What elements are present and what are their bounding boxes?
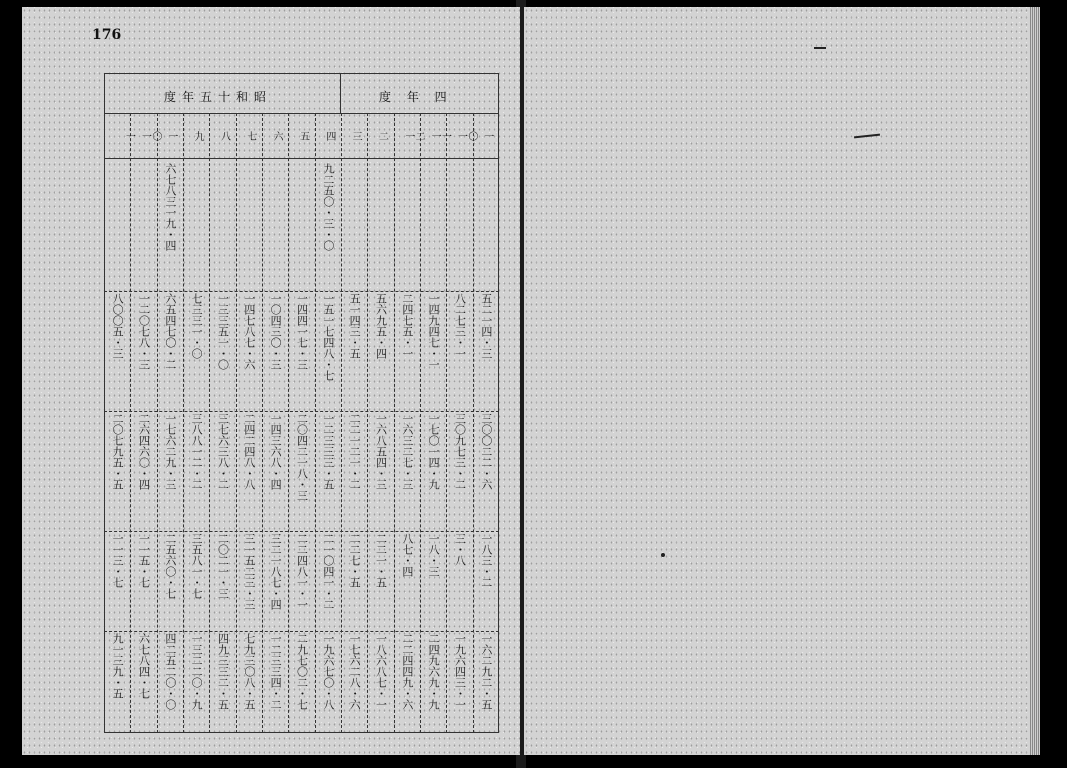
column-divider bbox=[367, 113, 368, 733]
table-cell bbox=[398, 533, 416, 628]
table-cell bbox=[266, 413, 284, 528]
table-cell bbox=[266, 633, 284, 728]
cell-value: 一四三六八・四 bbox=[269, 413, 283, 490]
table-cell bbox=[187, 163, 205, 288]
cell-value: 三二一八七・四 bbox=[269, 533, 283, 610]
table-cell bbox=[319, 533, 337, 628]
table-cell bbox=[135, 633, 153, 728]
table-cell bbox=[345, 633, 363, 728]
table-cell bbox=[477, 413, 495, 528]
cell-value: 二六四六〇・四 bbox=[137, 413, 151, 490]
table-cell bbox=[108, 413, 126, 528]
ink-dot bbox=[661, 553, 665, 557]
cell-value: 一七六二八・六 bbox=[348, 633, 362, 710]
table-cell bbox=[477, 533, 495, 628]
table-cell bbox=[187, 413, 205, 528]
table-cell bbox=[424, 163, 442, 288]
column-divider bbox=[209, 113, 210, 733]
column-divider bbox=[236, 113, 237, 733]
table-cell bbox=[135, 533, 153, 628]
cell-value: 二四七五・一 bbox=[400, 293, 414, 359]
table-cell bbox=[372, 633, 390, 728]
cell-value: 一三三五一・〇 bbox=[216, 293, 230, 370]
cell-value: 一二三三四・二 bbox=[269, 633, 283, 710]
table-cell bbox=[161, 413, 179, 528]
cell-value: 三五八一・七 bbox=[190, 533, 204, 599]
cell-value: 四九三三二・五 bbox=[216, 633, 230, 710]
cell-value: 一三二二〇・九 bbox=[190, 633, 204, 710]
row-divider bbox=[104, 531, 499, 532]
table-cell bbox=[345, 163, 363, 288]
column-heading: 四 bbox=[323, 131, 335, 141]
cell-value: 二二四四九・六 bbox=[400, 633, 414, 710]
cell-value: 二二四八一・一 bbox=[295, 533, 309, 610]
header-year-4: 度 年 四 bbox=[379, 90, 453, 104]
table-cell bbox=[372, 163, 390, 288]
page-number: 176 bbox=[92, 27, 122, 43]
cell-value: 六七八三一九・四 bbox=[163, 163, 177, 251]
cell-value: 二〇四二一八・三 bbox=[295, 413, 309, 501]
column-heading: 二 bbox=[376, 131, 388, 141]
column-heading: 一 bbox=[402, 131, 414, 141]
column-divider bbox=[473, 113, 474, 733]
table-cell bbox=[398, 163, 416, 288]
header-showa-15: 度年五十和昭 bbox=[164, 90, 273, 104]
cell-value: 二二一・五 bbox=[374, 533, 388, 588]
cell-value: 一二〇七八・三 bbox=[137, 293, 151, 370]
column-divider bbox=[341, 113, 342, 733]
cell-value: 二一〇四一・二 bbox=[321, 533, 335, 610]
table-cell bbox=[135, 293, 153, 408]
cell-value: 五一四三・五 bbox=[348, 293, 362, 359]
column-heading: 一一 bbox=[123, 131, 151, 141]
table-cell bbox=[424, 413, 442, 528]
cell-value: 三・八 bbox=[453, 533, 467, 566]
table-cell bbox=[451, 163, 469, 288]
column-divider bbox=[130, 113, 131, 733]
table-cell bbox=[293, 413, 311, 528]
column-heading: 一二 bbox=[413, 131, 441, 141]
cell-value: 一一五・七 bbox=[137, 533, 151, 588]
cell-value: 二二一二一・二 bbox=[348, 413, 362, 490]
cell-value: 一四七八七・六 bbox=[242, 293, 256, 370]
cell-value: 一二三三三・五 bbox=[321, 413, 335, 490]
table-cell bbox=[424, 533, 442, 628]
table-cell bbox=[240, 533, 258, 628]
table-cell bbox=[345, 293, 363, 408]
table-cell bbox=[108, 293, 126, 408]
table-cell bbox=[214, 293, 232, 408]
cell-value: 三八八一二・二 bbox=[190, 413, 204, 490]
column-divider bbox=[420, 113, 421, 733]
table-cell bbox=[293, 533, 311, 628]
cell-value: 一九六七〇・八 bbox=[321, 633, 335, 710]
row-divider bbox=[104, 631, 499, 632]
cell-value: 三七六三八・二 bbox=[216, 413, 230, 490]
table-cell bbox=[187, 293, 205, 408]
table-cell bbox=[451, 413, 469, 528]
table-cell bbox=[266, 163, 284, 288]
cell-value: 一四四一七・三 bbox=[295, 293, 309, 370]
column-heading: 一〇 bbox=[149, 131, 177, 141]
column-heading: 八 bbox=[218, 131, 230, 141]
cell-value: 五六九五・四 bbox=[374, 293, 388, 359]
column-heading: 六 bbox=[271, 131, 283, 141]
cell-value: 一八三・二 bbox=[479, 533, 493, 588]
table-cell bbox=[214, 163, 232, 288]
table-cell bbox=[424, 633, 442, 728]
table-cell bbox=[187, 633, 205, 728]
table-cell bbox=[214, 413, 232, 528]
row-divider bbox=[104, 411, 499, 412]
cell-value: 三〇〇二二・六 bbox=[479, 413, 493, 490]
column-heading: 一一 bbox=[439, 131, 467, 141]
ink-mark bbox=[854, 134, 880, 139]
table-cell bbox=[108, 633, 126, 728]
table-cell bbox=[187, 533, 205, 628]
table-cell bbox=[266, 533, 284, 628]
cell-value: 六七八四・七 bbox=[137, 633, 151, 699]
cell-value: 九一三九・五 bbox=[111, 633, 125, 699]
cell-value: 一五一七四八・七 bbox=[321, 293, 335, 381]
cell-value: 七三三一・〇 bbox=[190, 293, 204, 359]
ink-mark bbox=[814, 47, 826, 49]
cell-value: 一九六四三・一 bbox=[453, 633, 467, 710]
table-cell bbox=[240, 293, 258, 408]
column-heading: 七 bbox=[244, 131, 256, 141]
column-divider bbox=[446, 113, 447, 733]
table-cell bbox=[319, 163, 337, 288]
table-cell bbox=[319, 293, 337, 408]
cell-value: 六五四七〇・二 bbox=[163, 293, 177, 370]
cell-value: 二四九六九・九 bbox=[427, 633, 441, 710]
cell-value: 二〇七九五・五 bbox=[111, 413, 125, 490]
table-cell bbox=[214, 533, 232, 628]
table-cell bbox=[240, 163, 258, 288]
table-cell bbox=[345, 413, 363, 528]
column-divider bbox=[394, 113, 395, 733]
table-cell bbox=[451, 633, 469, 728]
cell-value: 一六二九二・五 bbox=[479, 633, 493, 710]
column-heading: 三 bbox=[350, 131, 362, 141]
table-cell bbox=[398, 633, 416, 728]
left-page bbox=[22, 7, 520, 755]
table-cell bbox=[477, 293, 495, 408]
cell-value: 一八六八七・一 bbox=[374, 633, 388, 710]
column-divider bbox=[262, 113, 263, 733]
cell-value: 五二一四・三 bbox=[479, 293, 493, 359]
cell-value: 一八・三 bbox=[427, 533, 441, 577]
cell-value: 二四二四八・八 bbox=[242, 413, 256, 490]
table-cell bbox=[319, 413, 337, 528]
table-cell bbox=[214, 633, 232, 728]
cell-value: 一一三・七 bbox=[111, 533, 125, 588]
cell-value: 三〇九七三・二 bbox=[453, 413, 467, 490]
column-divider bbox=[183, 113, 184, 733]
column-divider bbox=[315, 113, 316, 733]
cell-value: 一〇四三〇・三 bbox=[269, 293, 283, 370]
statistics-table bbox=[104, 73, 499, 733]
cell-value: 八〇〇五・三 bbox=[111, 293, 125, 359]
table-cell bbox=[293, 163, 311, 288]
cell-value: 八七・四 bbox=[400, 533, 414, 577]
right-page-blank bbox=[524, 7, 1030, 755]
table-cell bbox=[161, 533, 179, 628]
cell-value: 一七六二九・三 bbox=[163, 413, 177, 490]
cell-value: 四二五二〇・〇 bbox=[163, 633, 177, 710]
column-divider bbox=[157, 113, 158, 733]
column-heading: 一〇 bbox=[465, 131, 493, 141]
cell-value: 二二七・五 bbox=[348, 533, 362, 588]
column-divider bbox=[288, 113, 289, 733]
table-cell bbox=[424, 293, 442, 408]
table-cell bbox=[398, 413, 416, 528]
cell-value: 二五六〇・七 bbox=[163, 533, 177, 599]
cell-value: 二〇二一・三 bbox=[216, 533, 230, 599]
table-cell bbox=[372, 533, 390, 628]
table-cell bbox=[108, 533, 126, 628]
table-cell bbox=[398, 293, 416, 408]
cell-value: 一七〇一四・九 bbox=[427, 413, 441, 490]
table-cell bbox=[161, 633, 179, 728]
column-heading: 九 bbox=[192, 131, 204, 141]
table-cell bbox=[477, 633, 495, 728]
table-cell bbox=[135, 163, 153, 288]
table-cell bbox=[161, 163, 179, 288]
table-cell bbox=[372, 413, 390, 528]
cell-value: 二九七〇二・七 bbox=[295, 633, 309, 710]
table-cell bbox=[451, 533, 469, 628]
cell-value: 八二七三・一 bbox=[453, 293, 467, 359]
cell-value: 一四九四七・一 bbox=[427, 293, 441, 370]
table-cell bbox=[451, 293, 469, 408]
table-cell bbox=[266, 293, 284, 408]
table-cell bbox=[345, 533, 363, 628]
cell-value: 一六八五四・三 bbox=[374, 413, 388, 490]
cell-value: 九二五〇・三・〇 bbox=[321, 163, 335, 251]
row-divider bbox=[104, 291, 499, 292]
cell-value: 七九三〇八・五 bbox=[242, 633, 256, 710]
table-cell bbox=[135, 413, 153, 528]
column-heading: 五 bbox=[297, 131, 309, 141]
table-cell bbox=[477, 163, 495, 288]
table-cell bbox=[293, 633, 311, 728]
cell-value: 三一五二三・三 bbox=[242, 533, 256, 610]
table-cell bbox=[161, 293, 179, 408]
table-cell bbox=[293, 293, 311, 408]
table-cell bbox=[319, 633, 337, 728]
table-cell bbox=[240, 633, 258, 728]
cell-value: 一六三二七・三 bbox=[400, 413, 414, 490]
table-cell bbox=[240, 413, 258, 528]
table-cell bbox=[108, 163, 126, 288]
table-cell bbox=[372, 293, 390, 408]
